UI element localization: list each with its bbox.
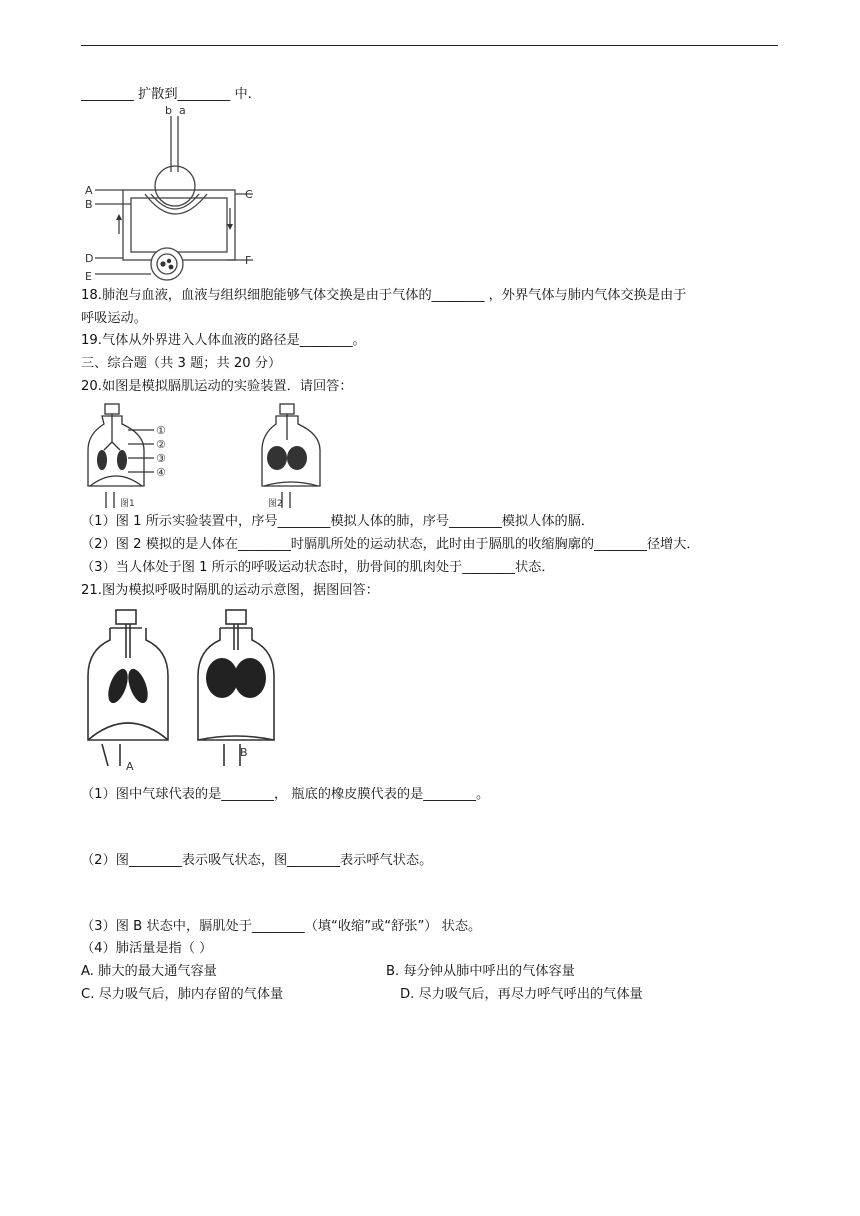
q21-part1: （1）图中气球代表的是________， 瓶底的橡皮膜代表的是________。: [81, 787, 490, 802]
q20-part1: （1）图 1 所示实验装置中，序号________模拟人体的肺，序号________模拟人体的膈．: [81, 514, 595, 529]
label-4: ④: [156, 466, 166, 479]
label-D: D: [85, 252, 94, 265]
label-E: E: [85, 270, 92, 283]
label-1: ①: [156, 424, 166, 437]
label-B: B: [85, 198, 93, 211]
option-a: A. 肺大的最大通气容量: [81, 964, 217, 979]
bell-jar-diagram-2: [258, 402, 328, 510]
diaphragm-model-diagram: [84, 606, 280, 772]
option-c: C. 尽力吸气后，肺内存留的气体量: [81, 987, 284, 1002]
option-b: B. 每分钟从肺中呼出的气体容量: [386, 964, 575, 979]
label-F: F: [245, 254, 252, 267]
label-A: A: [85, 184, 93, 197]
q20-part2: （2）图 2 模拟的是人体在________时膈肌所处的运动状态，此时由于膈肌的收缩胸廓的________径增大．: [81, 537, 700, 552]
label-3: ③: [156, 452, 166, 465]
bell-jar-diagram-1: [84, 402, 184, 510]
figure-B-caption: B: [240, 746, 248, 759]
figure-A-caption: A: [126, 760, 134, 772]
header-rule: [81, 45, 778, 46]
q21-part3: （3）图 B 状态中，膈肌处于________（填“收缩”或“舒张”） 状态。: [81, 919, 482, 934]
label-a: a: [179, 104, 186, 117]
q19: 19.气体从外界进入人体血液的路径是________。: [81, 333, 366, 348]
q20-figure-2: [258, 402, 328, 510]
q21-figure: [84, 606, 280, 772]
label-C: C: [245, 188, 253, 201]
q21-part2: （2）图________表示吸气状态，图________表示呼气状态。: [81, 853, 433, 868]
option-d: D. 尽力吸气后，再尽力呼气呼出的气体量: [400, 987, 643, 1002]
label-2: ②: [156, 438, 166, 451]
section-3-heading: 三、综合题（共 3 题；共 20 分）: [81, 356, 282, 371]
q18-line1: 18.肺泡与血液，血液与组织细胞能够气体交换是由于气体的________ ，外界气体与肺内气体交换是由于: [81, 288, 687, 303]
figure-1-caption: 图1: [120, 499, 135, 509]
circulation-figure: [85, 104, 265, 284]
q20-figure-1: [84, 402, 184, 510]
figure-2-caption: 图2: [268, 499, 283, 509]
q20-stem: 20.如图是模拟膈肌运动的实验装置．请回答：: [81, 379, 353, 394]
q21-part4: （4）肺活量是指（ ）: [81, 941, 213, 956]
label-b: b: [165, 104, 172, 117]
q18-line2: 呼吸运动。: [81, 311, 147, 326]
q21-stem: 21.图为模拟呼吸时隔肌的运动示意图，据图回答：: [81, 583, 379, 598]
q20-part3: （3）当人体处于图 1 所示的呼吸运动状态时，肋骨间的肌肉处于________状态．: [81, 560, 555, 575]
q17-blanks: ________ 扩散到________ 中.: [81, 87, 252, 102]
circulation-diagram: [85, 104, 265, 284]
